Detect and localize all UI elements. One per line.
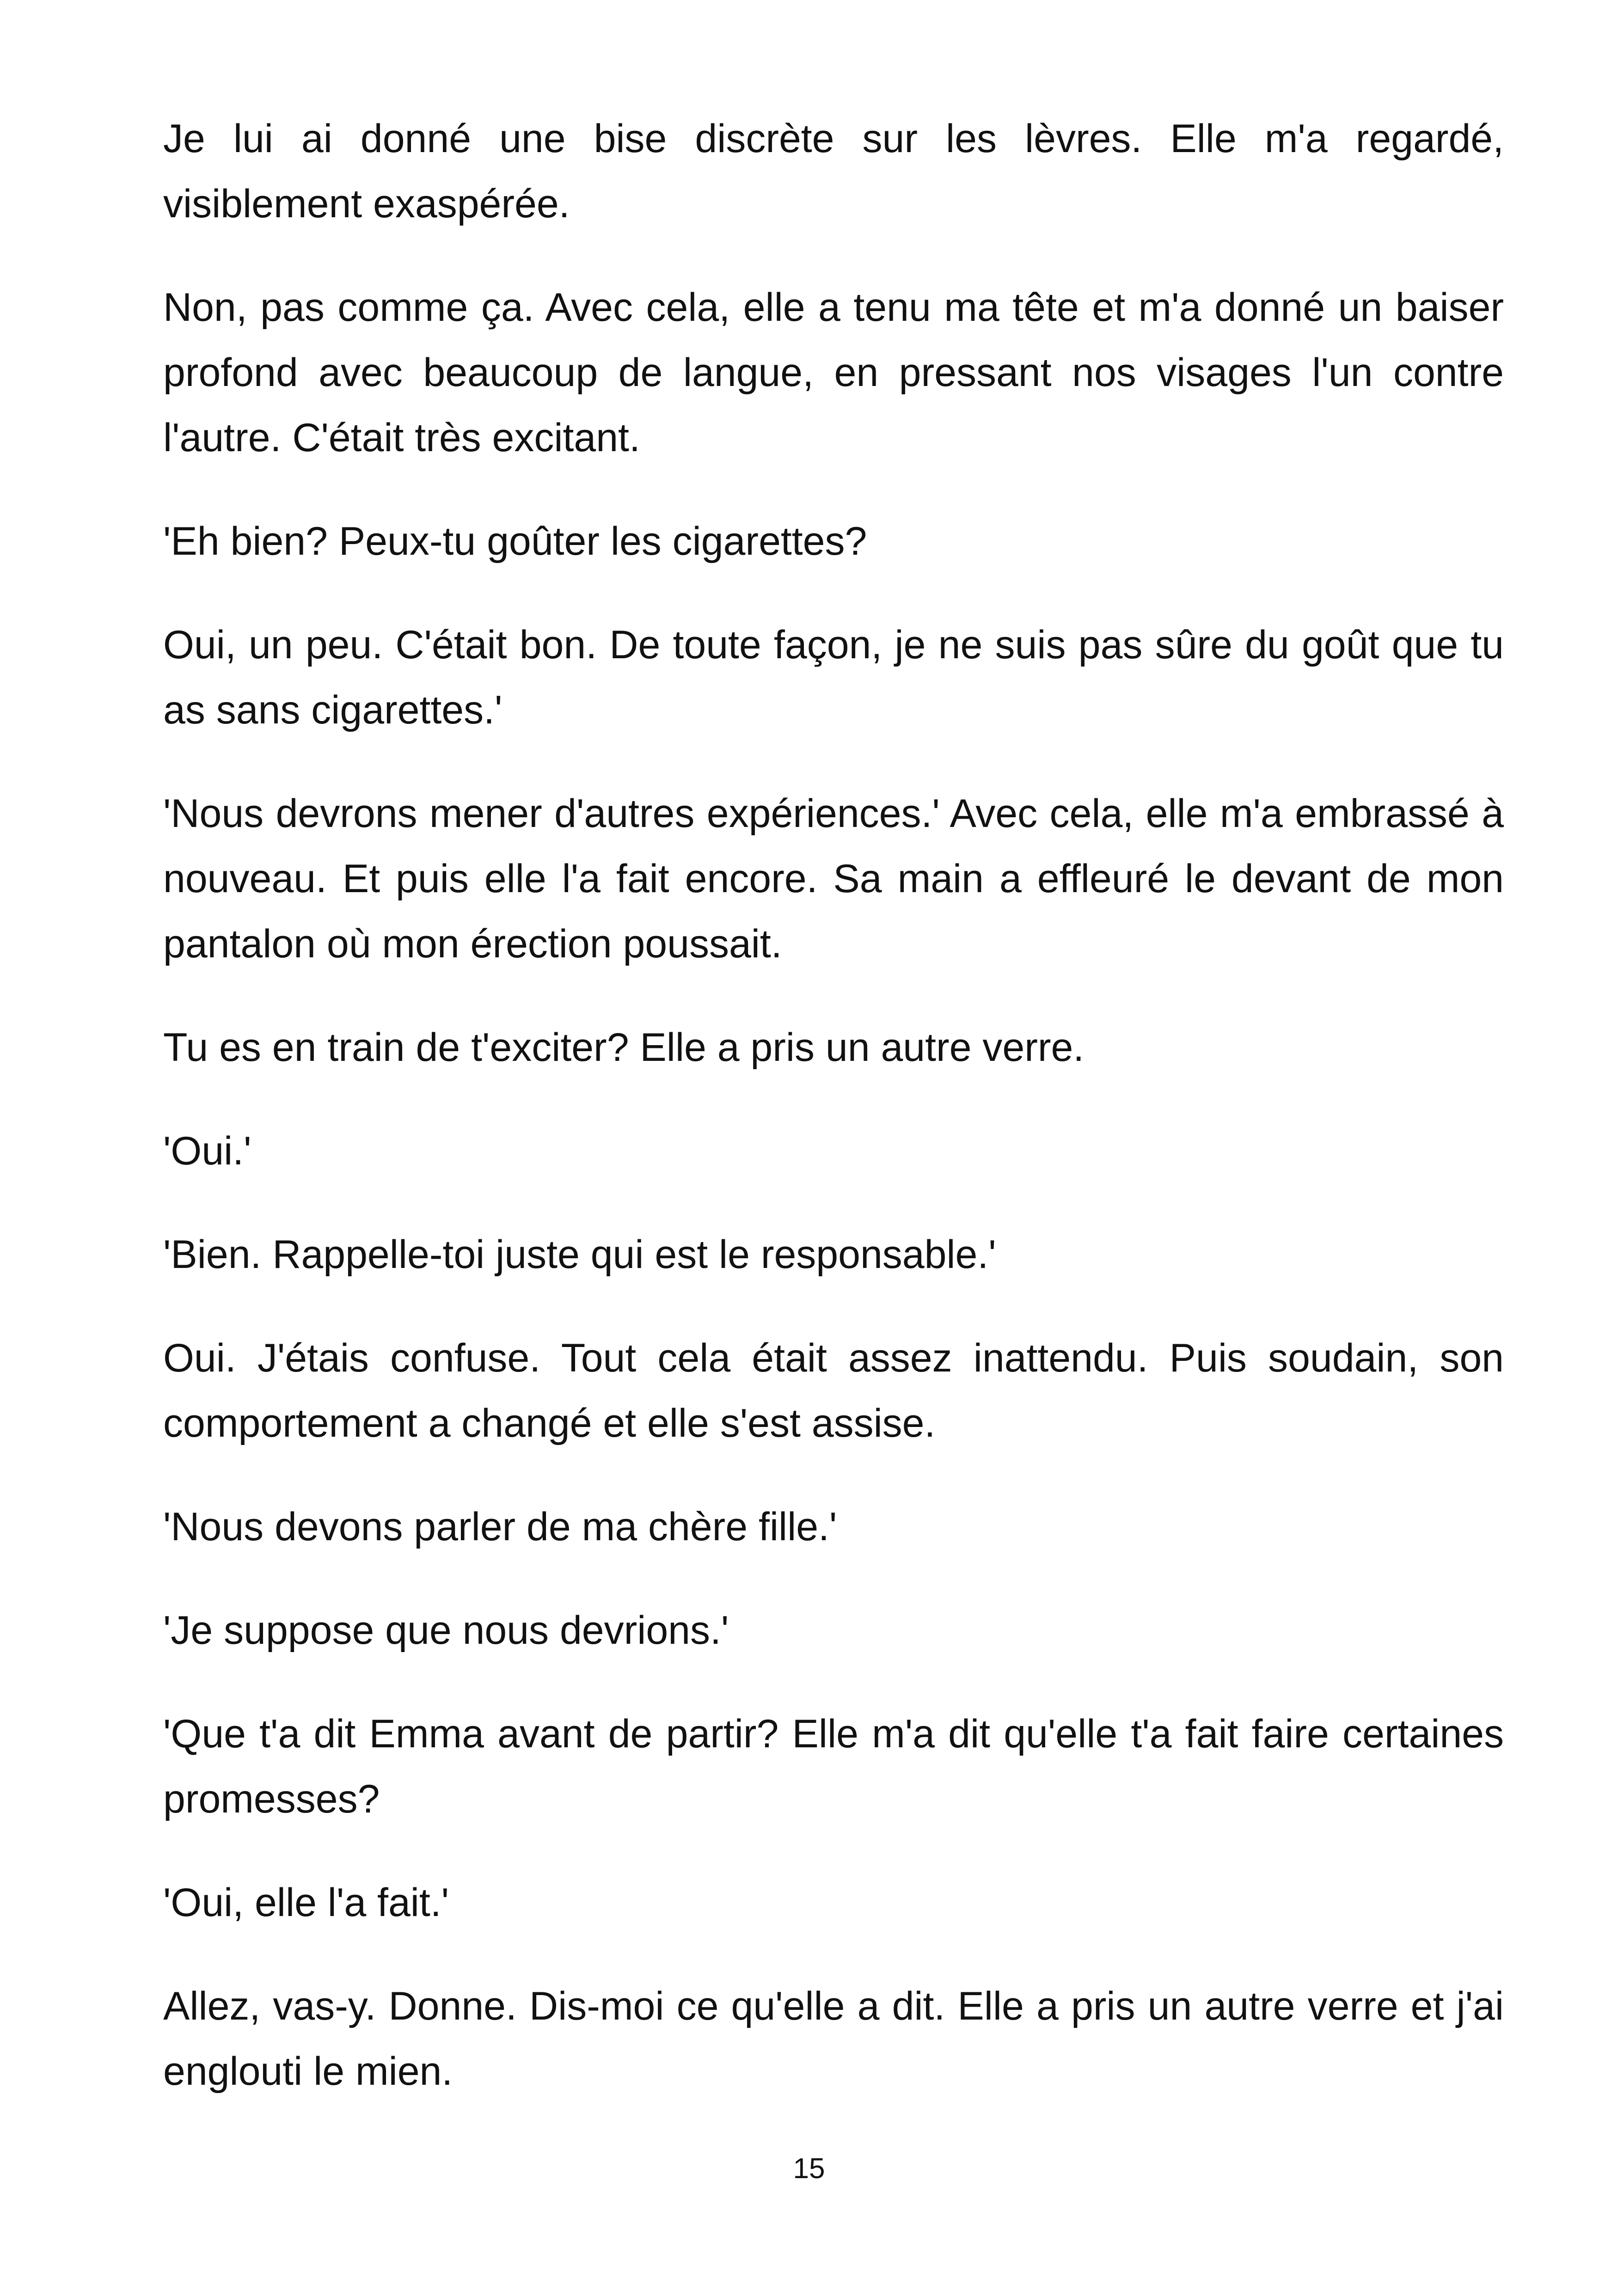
paragraph: 'Nous devrons mener d'autres expériences.' Avec cela, elle m'a embrassé à nouveau. Et puis elle l'a fait encore. Sa main a effleuré le devant de mon pantalon où mon érection poussait.	[163, 791, 1504, 966]
paragraph: 'Je suppose que nous devrions.'	[163, 1608, 729, 1653]
page-number: 15	[793, 2153, 825, 2185]
paragraph: 'Eh bien? Peux-tu goûter les cigarettes?	[163, 519, 867, 563]
paragraph: 'Oui.'	[163, 1129, 251, 1173]
paragraph: 'Bien. Rappelle-toi juste qui est le responsable.'	[163, 1232, 996, 1277]
paragraph: Je lui ai donné une bise discrète sur les lèvres. Elle m'a regardé, visiblement exaspérée.	[163, 116, 1504, 226]
paragraph: 'Oui, elle l'a fait.'	[163, 1880, 449, 1925]
paragraph: 'Que t'a dit Emma avant de partir? Elle m'a dit qu'elle t'a fait faire certaines promesses?	[163, 1712, 1504, 1821]
paragraph: 'Nous devons parler de ma chère fille.'	[163, 1505, 837, 1549]
paragraph: Allez, vas-y. Donne. Dis-moi ce qu'elle a dit. Elle a pris un autre verre et j'ai englouti le mien.	[163, 1984, 1504, 2094]
paragraph: Oui. J'étais confuse. Tout cela était assez inattendu. Puis soudain, son comportement a changé et elle s'est assise.	[163, 1336, 1504, 1445]
paragraph: Oui, un peu. C'était bon. De toute façon, je ne suis pas sûre du goût que tu as sans cigarettes.'	[163, 623, 1504, 732]
paragraph: Tu es en train de t'exciter? Elle a pris un autre verre.	[163, 1025, 1085, 1070]
paragraph: Non, pas comme ça. Avec cela, elle a tenu ma tête et m'a donné un baiser profond avec beaucoup de langue, en pressant nos visages l'un contre l'autre. C'était très excitant.	[163, 285, 1504, 460]
page-body	[163, 106, 1504, 2143]
